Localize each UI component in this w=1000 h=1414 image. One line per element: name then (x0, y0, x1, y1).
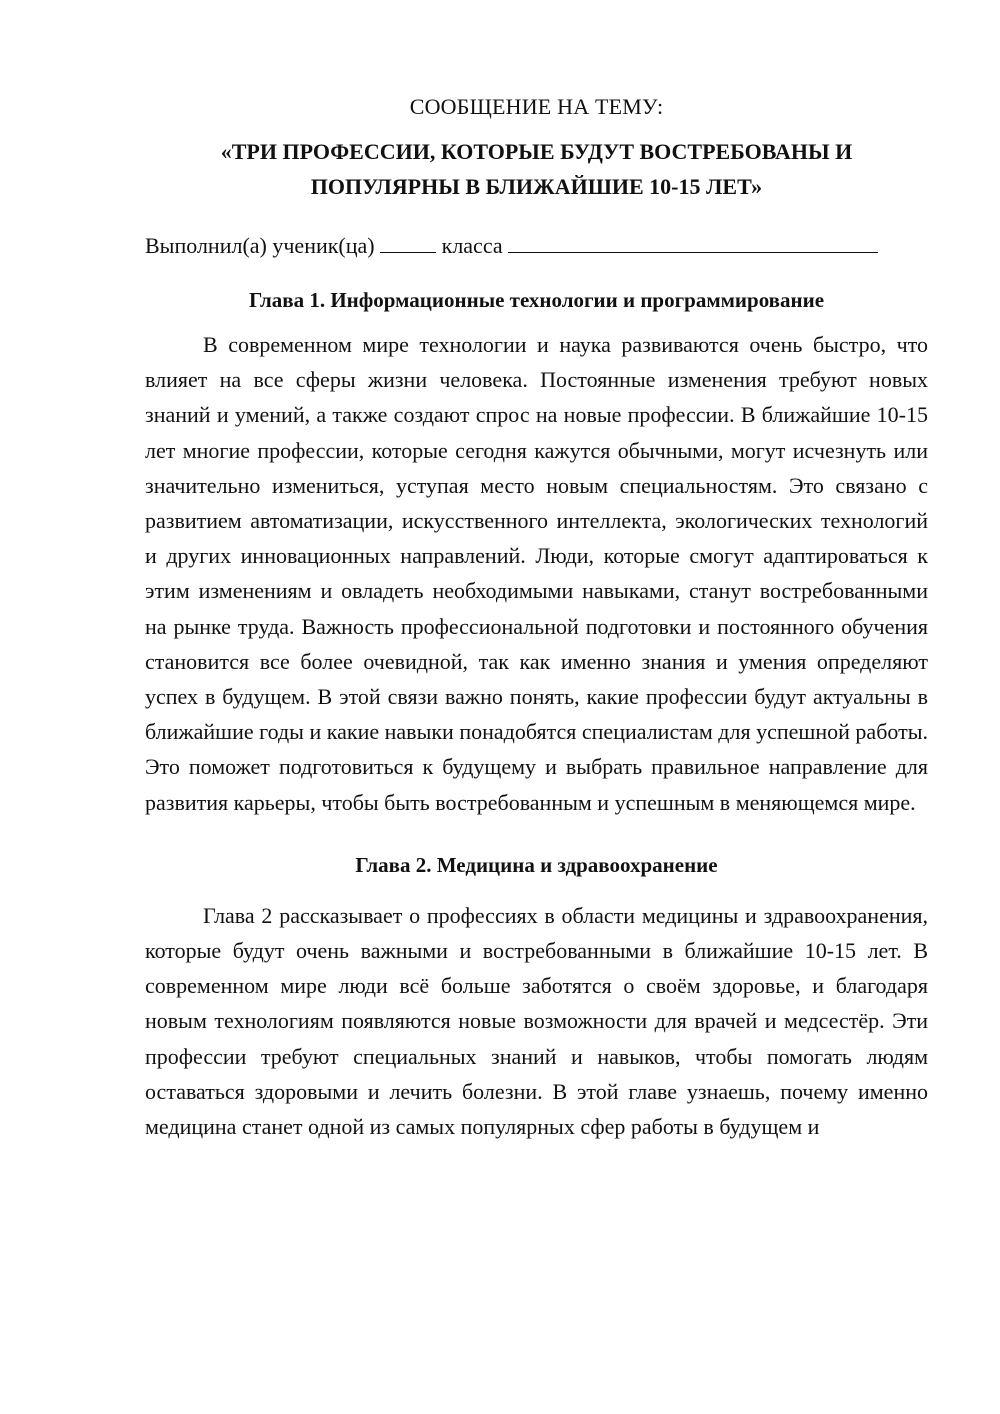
chapter-1-text: В современном мире технологии и наука развиваются очень быстро, что влияет на все сферы жизни человека. Постоянные изменения требуют новых знаний и умений, а также создают спрос на новые профессии. В ближайшие 10-15 лет многие профессии, которые сегодня кажутся обычными, могут исчезнуть или значительно измениться, уступая место новым специальностям. Это связано с развитием автоматизации, искусственного интеллекта, экологических технологий и других инновационных направлений. Люди, которые смогут адаптироваться к этим изменениям и овладеть необходимыми навыками, станут востребованными на рынке труда. Важность профессиональной подготовки и постоянного обучения становится все более очевидной, так как именно знания и умения определяют успех в будущем. В этой связи важно понять, какие профессии будут актуальны в ближайшие годы и какие навыки понадобятся специалистам для успешной работы. Это поможет подготовиться к будущему и выбрать правильное направление для развития карьеры, чтобы быть востребованным и успешным в меняющемся мире. (145, 332, 928, 815)
chapter-2-text: Глава 2 рассказывает о профессиях в области медицины и здравоохранения, которые будут очень важными и востребованными в ближайшие 10-15 лет. В современном мире люди всё больше заботятся о своём здоровье, и благодаря новым технологиям появляются новые возможности для врачей и медсестёр. Эти профессии требуют специальных знаний и навыков, чтобы помогать людям оставаться здоровыми и лечить болезни. В этой главе узнаешь, почему именно медицина станет одной из самых популярных сфер работы в будущем и (145, 902, 928, 1140)
document-title (145, 134, 928, 204)
grade-blank (380, 232, 436, 253)
author-label: Выполнил(а) ученик(ца) (145, 233, 375, 258)
document-heading: СООБЩЕНИЕ НА ТЕМУ: (409, 94, 664, 119)
document-page (145, 92, 928, 1144)
chapter-2-title: Глава 2. Медицина и здравоохранение (355, 852, 718, 877)
author-line (145, 231, 928, 261)
title-line-2: ПОПУЛЯРНЫ В БЛИЖАЙШИЕ 10-15 ЛЕТ» (310, 174, 763, 199)
class-blank (508, 232, 878, 253)
chapter-1-title: Глава 1. Информационные технологии и программирование (248, 288, 825, 312)
class-label: класса (441, 233, 503, 258)
title-line-1: «ТРИ ПРОФЕССИИ, КОТОРЫЕ БУДУТ ВОСТРЕБОВАНЫ И (220, 139, 853, 164)
